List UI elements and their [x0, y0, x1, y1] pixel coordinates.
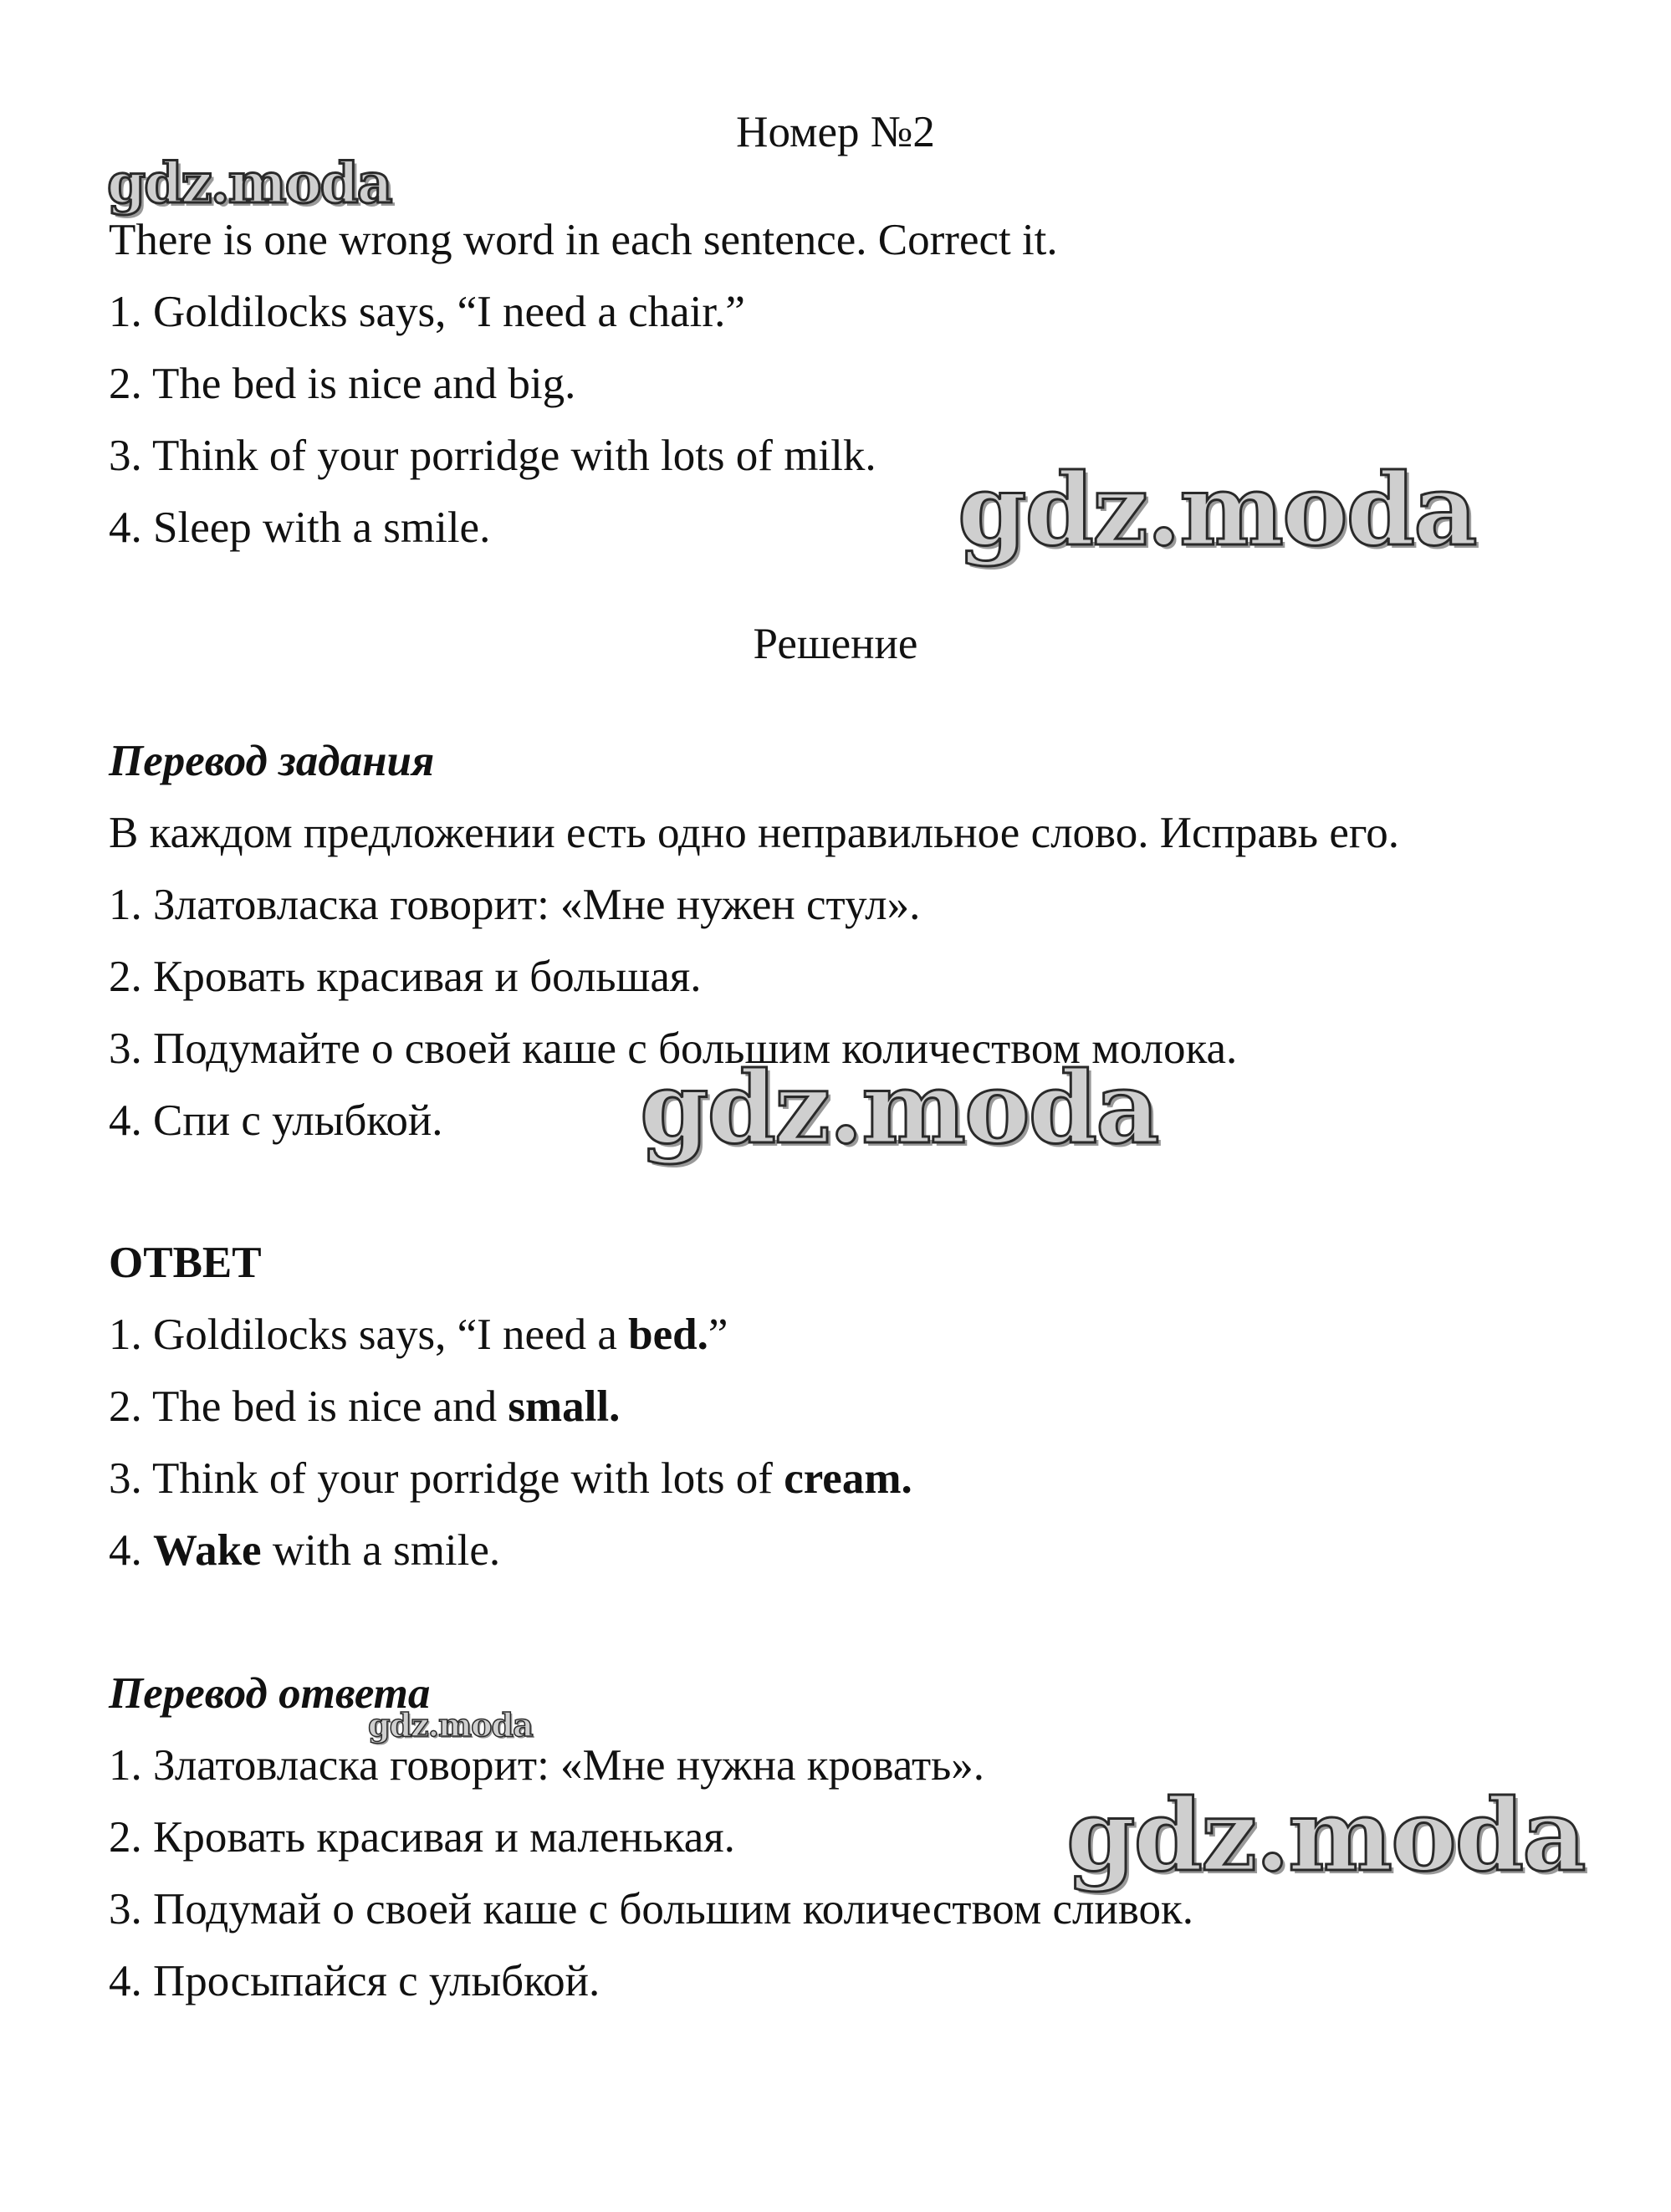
- watermark-logo: gdz.moda: [1066, 1777, 1585, 1893]
- task-translation-heading: Перевод задания: [109, 737, 435, 785]
- answer-translation-heading: Перевод ответа: [109, 1669, 431, 1718]
- task-item: 1. Goldilocks says, “I need a chair.”: [109, 288, 745, 336]
- answer-item: 1. Goldilocks says, “I need a bed.”: [109, 1310, 728, 1359]
- page-title: Номер №2: [736, 108, 935, 156]
- watermark-logo: gdz.moda: [958, 452, 1476, 568]
- corrected-word: bed.: [628, 1310, 708, 1359]
- answer-translation-item: 2. Кровать красивая и маленькая.: [109, 1813, 735, 1862]
- task-translation-item: 2. Кровать красивая и большая.: [109, 953, 702, 1001]
- watermark-logo: gdz.moda: [107, 151, 391, 216]
- task-item: 2. The bed is nice and big.: [109, 360, 576, 408]
- task-translation-item: 3. Подумайте о своей каше с большим количеством молока.: [109, 1024, 1238, 1073]
- task-item: 3. Think of your porridge with lots of milk.: [109, 432, 876, 480]
- task-translation-item: 4. Спи с улыбкой.: [109, 1096, 443, 1145]
- answer-heading: ОТВЕТ: [109, 1239, 262, 1287]
- corrected-word: Wake: [153, 1526, 262, 1575]
- answer-item: 3. Think of your porridge with lots of cream.: [109, 1454, 912, 1503]
- task-instruction: There is one wrong word in each sentence. Correct it.: [109, 216, 1058, 264]
- corrected-word: small.: [508, 1382, 621, 1431]
- task-translation-item: 1. Златовласка говорит: «Мне нужен стул».: [109, 881, 921, 929]
- watermark-logo: gdz.moda: [368, 1706, 533, 1744]
- answer-item: 4. Wake with a smile.: [109, 1526, 501, 1575]
- task-translation-instruction: В каждом предложении есть одно неправильное слово. Исправь его.: [109, 809, 1400, 857]
- answer-item: 2. The bed is nice and small.: [109, 1382, 621, 1431]
- answer-translation-item: 4. Просыпайся с улыбкой.: [109, 1957, 600, 2005]
- solution-label: Решение: [753, 620, 918, 668]
- answer-translation-item: 1. Златовласка говорит: «Мне нужна кровать».: [109, 1741, 985, 1790]
- task-item: 4. Sleep with a smile.: [109, 503, 491, 552]
- watermark-logo: gdz.moda: [640, 1050, 1158, 1166]
- corrected-word: cream.: [784, 1454, 912, 1503]
- answer-translation-item: 3. Подумай о своей каше с большим количеством сливок.: [109, 1885, 1194, 1934]
